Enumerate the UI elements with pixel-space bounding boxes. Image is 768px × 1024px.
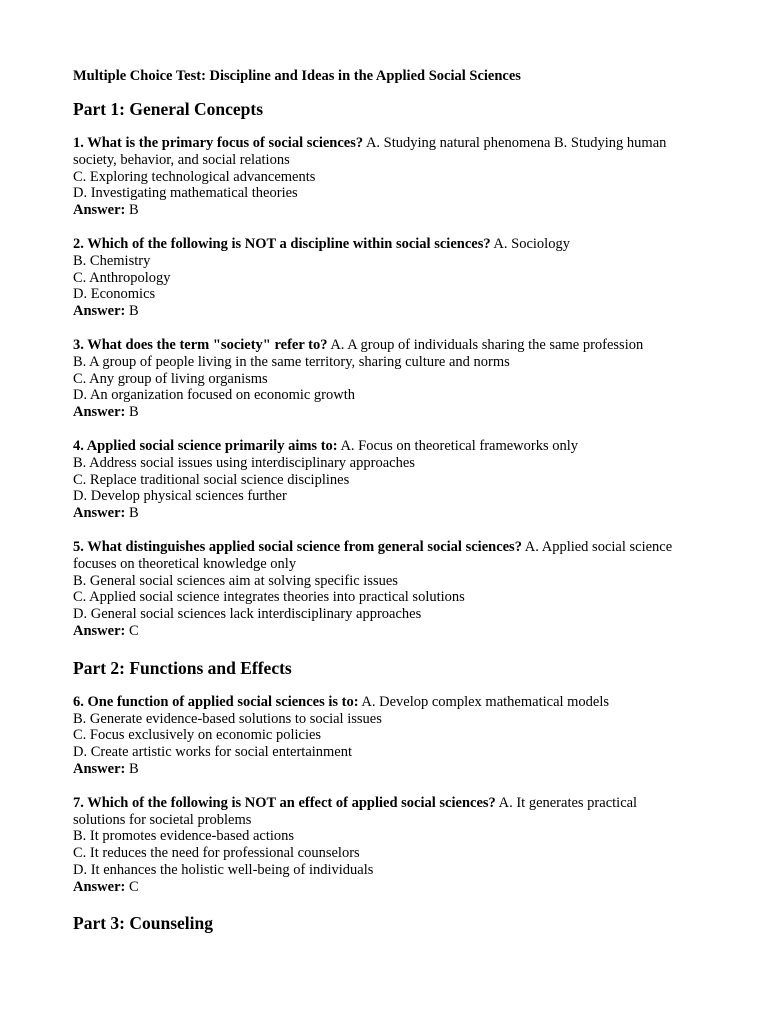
answer-option: C. Anthropology bbox=[73, 269, 171, 286]
parts-container bbox=[73, 98, 693, 934]
answer-option: A. Studying natural phenomena B. Studying human society, behavior, and social relations bbox=[73, 135, 667, 168]
answer-option: D. Economics bbox=[73, 286, 156, 303]
answer-line bbox=[73, 879, 693, 896]
answer-label: Answer: bbox=[73, 303, 126, 320]
answer-option: C. Focus exclusively on economic policies bbox=[73, 727, 322, 744]
answer-option: A. A group of individuals sharing the same profession bbox=[330, 336, 644, 353]
answer-option: D. It enhances the holistic well-being of individuals bbox=[73, 861, 374, 878]
answer-option: A. It generates practical solutions for societal problems bbox=[73, 794, 638, 828]
answer-option: D. Develop physical sciences further bbox=[73, 488, 287, 505]
answer-line bbox=[73, 761, 693, 778]
question-block bbox=[73, 337, 693, 421]
answer-value: C bbox=[128, 878, 139, 895]
answer-option: D. An organization focused on economic growth bbox=[73, 387, 356, 404]
question-block bbox=[73, 694, 693, 778]
question-block bbox=[73, 438, 693, 522]
answer-option: A. Applied social science focuses on theoretical knowledge only bbox=[73, 538, 673, 572]
question-stem: 5. What distinguishes applied social science from general social sciences? bbox=[73, 538, 522, 555]
answer-option: C. Exploring technological advancements bbox=[73, 168, 316, 185]
question-first-line bbox=[73, 438, 693, 455]
question-stem: 2. Which of the following is NOT a discipline within social sciences? bbox=[73, 235, 491, 252]
answer-line bbox=[73, 404, 693, 421]
part-heading: Part 2: Functions and Effects bbox=[73, 657, 292, 678]
answer-option: B. Address social issues using interdisciplinary approaches bbox=[73, 454, 415, 471]
question-block bbox=[73, 539, 693, 640]
answer-option: A. Focus on theoretical frameworks only bbox=[340, 437, 579, 454]
answer-label: Answer: bbox=[73, 760, 126, 777]
answer-option: B. It promotes evidence-based actions bbox=[73, 828, 295, 845]
answer-label: Answer: bbox=[73, 622, 126, 639]
question-stem: 1. What is the primary focus of social sciences? bbox=[73, 135, 364, 151]
answer-option: B. Chemistry bbox=[73, 252, 151, 269]
question-stem: 7. Which of the following is NOT an effect of applied social sciences? bbox=[73, 794, 496, 811]
answer-option: B. General social sciences aim at solving specific issues bbox=[73, 572, 398, 589]
answer-option: B. A group of people living in the same territory, sharing culture and norms bbox=[73, 353, 510, 370]
answer-option: A. Develop complex mathematical models bbox=[361, 693, 610, 710]
answer-line bbox=[73, 623, 693, 640]
question-block bbox=[73, 236, 693, 320]
answer-option: A. Sociology bbox=[493, 235, 570, 252]
question-block bbox=[73, 135, 693, 219]
question-first-line bbox=[73, 337, 693, 354]
answer-option: C. Any group of living organisms bbox=[73, 370, 268, 387]
question-first-line bbox=[73, 135, 693, 169]
answer-value: B bbox=[128, 303, 139, 320]
question-stem: 4. Applied social science primarily aims to: bbox=[73, 437, 338, 454]
answer-option: D. Investigating mathematical theories bbox=[73, 185, 298, 202]
question-stem: 3. What does the term "society" refer to? bbox=[73, 336, 328, 353]
answer-value: B bbox=[128, 202, 139, 219]
answer-option: C. It reduces the need for professional counselors bbox=[73, 845, 360, 862]
part-heading: Part 3: Counseling bbox=[73, 913, 213, 934]
question-block bbox=[73, 795, 693, 896]
answer-label: Answer: bbox=[73, 878, 126, 895]
answer-value: C bbox=[128, 622, 139, 639]
question-first-line bbox=[73, 795, 693, 829]
question-stem: 6. One function of applied social sciences is to: bbox=[73, 693, 359, 710]
answer-option: C. Replace traditional social science disciplines bbox=[73, 471, 350, 488]
answer-line bbox=[73, 202, 693, 219]
answer-option: B. Generate evidence-based solutions to social issues bbox=[73, 710, 382, 727]
answer-option: D. General social sciences lack interdisciplinary approaches bbox=[73, 606, 422, 623]
answer-value: B bbox=[128, 760, 139, 777]
question-first-line bbox=[73, 694, 693, 711]
document-title: Multiple Choice Test: Discipline and Ideas in the Applied Social Sciences bbox=[73, 68, 521, 84]
answer-value: B bbox=[128, 404, 139, 421]
answer-option: C. Applied social science integrates theories into practical solutions bbox=[73, 589, 465, 606]
answer-option: D. Create artistic works for social entertainment bbox=[73, 744, 353, 761]
answer-value: B bbox=[128, 505, 139, 522]
answer-label: Answer: bbox=[73, 505, 126, 522]
question-first-line bbox=[73, 236, 693, 253]
question-first-line bbox=[73, 539, 693, 573]
answer-label: Answer: bbox=[73, 202, 126, 219]
answer-label: Answer: bbox=[73, 404, 126, 421]
answer-line bbox=[73, 505, 693, 522]
document-page bbox=[73, 67, 693, 949]
part-heading: Part 1: General Concepts bbox=[73, 99, 264, 119]
answer-line bbox=[73, 303, 693, 320]
